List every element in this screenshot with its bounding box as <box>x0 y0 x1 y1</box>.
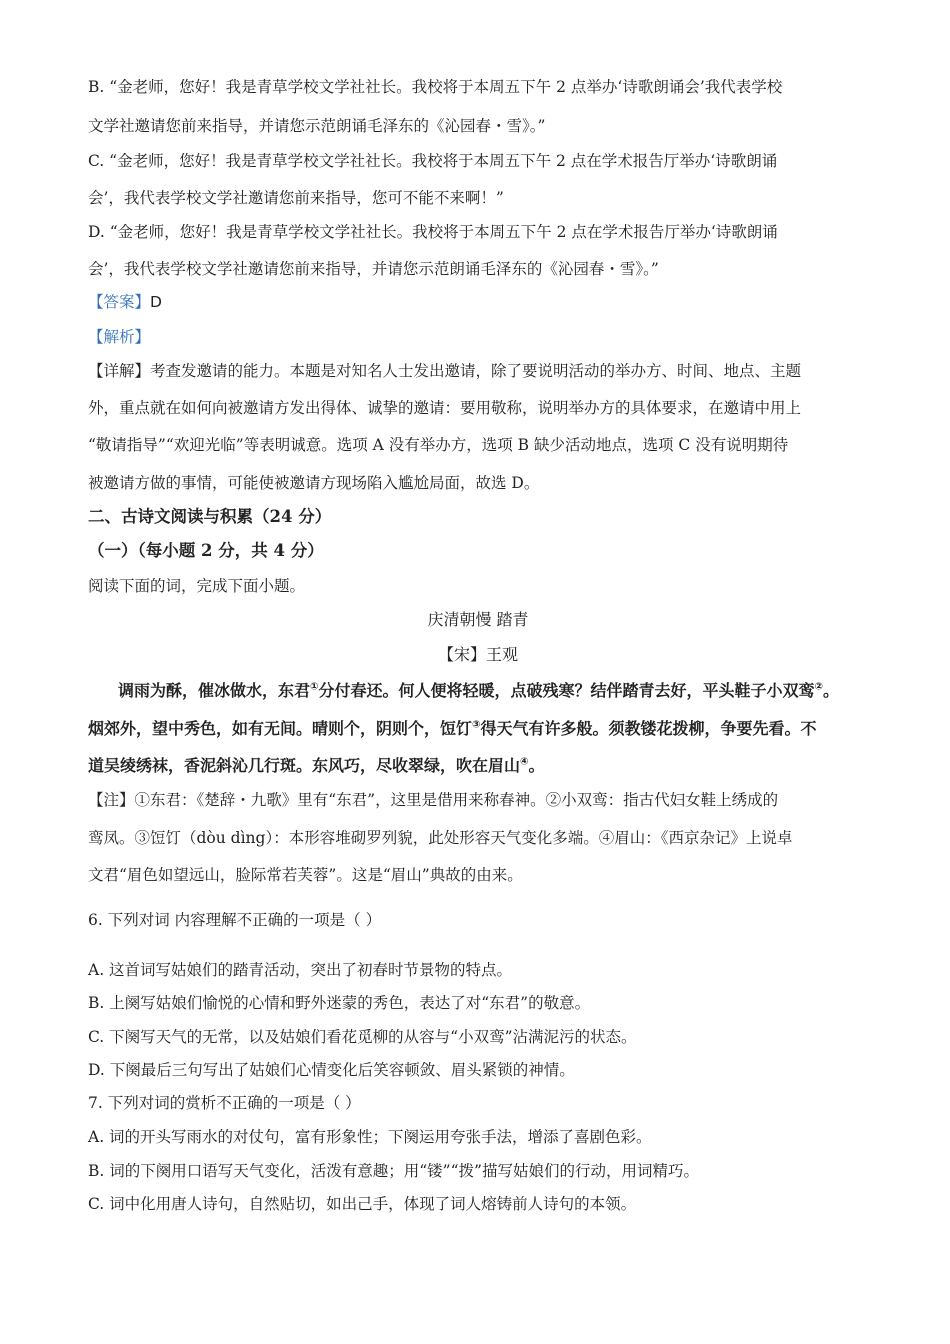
detail-line-4: 被邀请方做的事情，可能使被邀请方现场陷入尴尬局面，故选 D。 <box>88 474 540 492</box>
note-line-3: 文君“眉色如望远山，脸际常若芙蓉”。这是“眉山”典故的由来。 <box>88 866 523 884</box>
answer-line <box>88 291 162 313</box>
poem-line-2 <box>88 718 817 740</box>
option-b-line-1: B. “金老师，您好！我是青草学校文学社社长。我校将于本周五下午 2 点举办‘诗歌朗诵会’我代表学校 <box>88 78 783 96</box>
question-7-option-c: C. 词中化用唐人诗句，自然贴切，如出己手，体现了词人熔铸前人诗句的本领。 <box>88 1195 637 1213</box>
question-6-option-d: D. 下阕最后三句写出了姑娘们心情变化后笑容顿敛、眉头紧锁的神情。 <box>88 1061 575 1079</box>
poem-text: 。 <box>822 681 839 700</box>
poem-text: 烟郊外，望中秀色，如有无间。晴则个，阴则个，饾饤 <box>88 719 473 738</box>
poem-text: 。 <box>528 756 545 775</box>
answer-value: D <box>150 293 162 311</box>
poem-title: 庆清朝慢 踏青 <box>427 610 529 629</box>
option-d-line-2: 会’，我代表学校文学社邀请您前来指导，并请您示范朗诵毛泽东的《沁园春・雪》。” <box>88 260 659 278</box>
question-6-option-a: A. 这首词写姑娘们的踏青活动，突出了初春时节景物的特点。 <box>88 961 513 979</box>
poem-text: 调雨为酥，催冰做水，东君 <box>118 681 311 700</box>
section-title: 二、古诗文阅读与积累（24 分） <box>88 507 332 526</box>
option-b-line-2: 文学社邀请您前来指导，并请您示范朗诵毛泽东的《沁园春・雪》。” <box>88 117 546 135</box>
poem-text: 分付春还。何人便将轻暖，点破残寒？结伴踏青去好，平头鞋子小双鸾 <box>318 681 815 700</box>
detail-line-3: “敬请指导”“欢迎光临”等表明诚意。选项 A 没有举办方，选项 B 缺少活动地点，选项 C 没有说明期待 <box>88 436 789 454</box>
analysis-tag: 【解析】 <box>88 328 151 346</box>
note-line-2: 鸾凤。③饾饤（dòu dìng）：本形容堆砌罗列貌，此处形容天气变化多端。④眉山：《西京杂记》上说卓 <box>88 829 793 847</box>
poem-line-1 <box>118 680 839 702</box>
option-d-line-1: D. “金老师，您好！我是青草学校文学社社长。我校将于本周五下午 2 点在学术报告厅举办‘诗歌朗诵 <box>88 223 778 241</box>
poem-line-3 <box>88 755 545 777</box>
footnote-mark: ② <box>814 681 823 693</box>
footnote-mark: ③ <box>472 719 481 731</box>
question-7-option-b: B. 词的下阕用口语写天气变化，活泼有意趣；用“镂”“拨”描写姑娘们的行动，用词精巧。 <box>88 1162 699 1180</box>
question-6-option-b: B. 上阕写姑娘们愉悦的心情和野外迷蒙的秀色，表达了对“东君”的敬意。 <box>88 994 591 1012</box>
option-c-line-1: C. “金老师，您好！我是青草学校文学社社长。我校将于本周五下午 2 点在学术报告厅举办‘诗歌朗诵 <box>88 152 778 170</box>
question-7-option-a: A. 词的开头写雨水的对仗句，富有形象性；下阕运用夸张手法，增添了喜剧色彩。 <box>88 1128 652 1146</box>
detail-line-2: 外，重点就在如何向被邀请方发出得体、诚挚的邀请：要用敬称，说明举办方的具体要求，在邀请中用上 <box>88 399 802 417</box>
poem-author: 【宋】王观 <box>437 645 518 664</box>
detail-line-1: 【详解】考查发邀请的能力。本题是对知名人士发出邀请，除了要说明活动的举办方、时间、地点、主题 <box>88 362 802 380</box>
question-6-option-c: C. 下阕写天气的无常，以及姑娘们看花觅柳的从容与“小双鸾”沾满泥污的状态。 <box>88 1028 637 1046</box>
poem-text: 得天气有许多般。须教镂花拨柳，争要先看。不 <box>480 719 817 738</box>
option-c-line-2: 会’，我代表学校文学社邀请您前来指导，您可不能不来啊！” <box>88 189 504 207</box>
question-6-stem: 6. 下列对词 内容理解不正确的一项是（ ） <box>88 911 382 929</box>
section-subtitle: （一）（每小题 2 分，共 4 分） <box>88 541 324 560</box>
note-line-1: 【注】①东君：《楚辞・九歌》里有“东君”，这里是借用来称春神。②小双鸾：指古代妇女鞋上绣成的 <box>88 791 779 809</box>
footnote-mark: ④ <box>520 756 529 768</box>
footnote-mark: ① <box>310 681 319 693</box>
poem-text: 道吴绫绣袜，香泥斜沁几行斑。东风巧，尽收翠绿，吹在眉山 <box>88 756 521 775</box>
answer-tag: 【答案】 <box>88 293 151 311</box>
section-intro: 阅读下面的词，完成下面小题。 <box>88 577 306 595</box>
question-7-stem: 7. 下列对词的赏析不正确的一项是（ ） <box>88 1094 361 1112</box>
